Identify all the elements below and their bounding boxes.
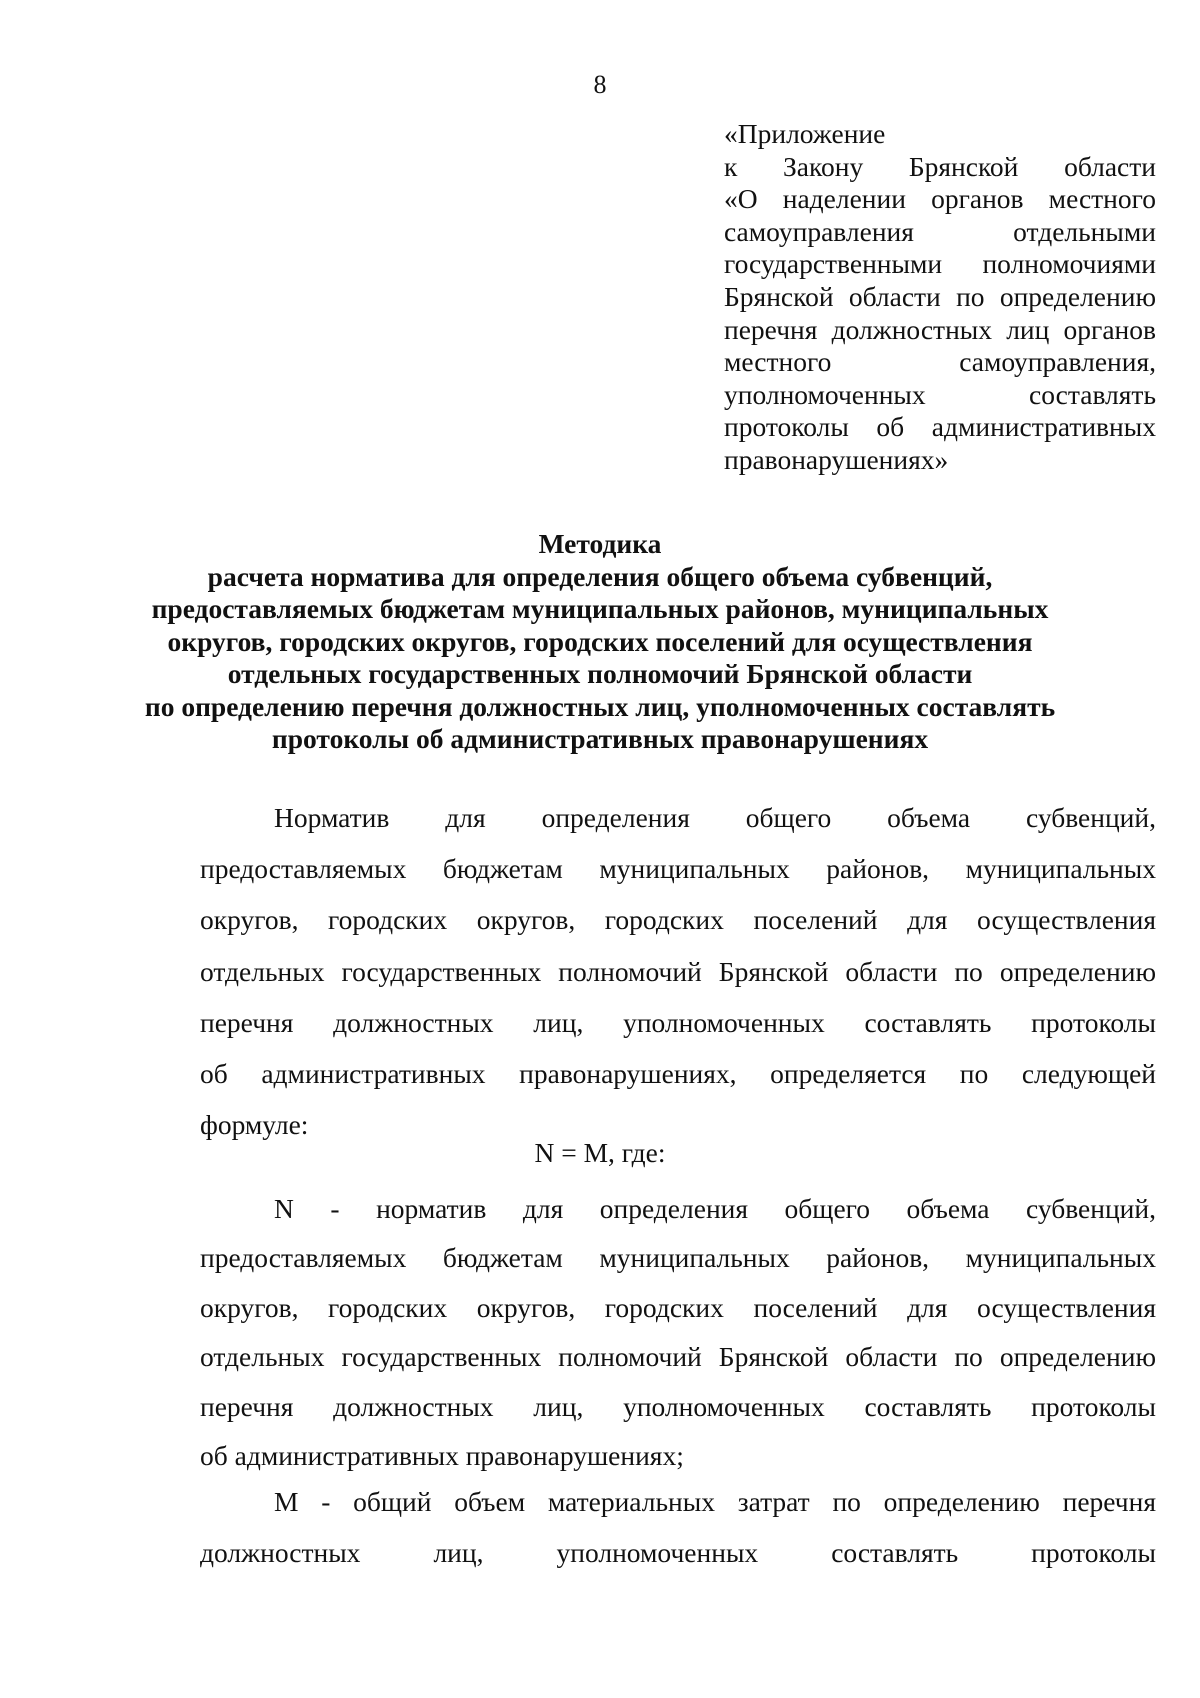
- paragraph-line: формуле:: [200, 1109, 309, 1141]
- title-line: протоколы об административных правонарушениях: [271, 723, 929, 754]
- paragraph-line: Норматив для определения общего объема субвенций,: [274, 802, 1156, 833]
- appendix-line: к Закону Брянской области: [724, 150, 1156, 182]
- page-number: 8: [593, 70, 607, 99]
- paragraph-line: об административных правонарушениях, определяется по следующей: [200, 1058, 1156, 1090]
- paragraph-line: перечня должностных лиц, уполномоченных составлять протоколы: [200, 1006, 1156, 1038]
- paragraph-line: об административных правонарушениях;: [200, 1440, 684, 1472]
- paragraph-line: M - общий объем материальных затрат по определению перечня: [274, 1486, 1156, 1517]
- title-line: округов, городских округов, городских поселений для осуществления: [167, 625, 1033, 657]
- appendix-line: «Приложение: [724, 118, 886, 149]
- title-line: Методика: [538, 528, 662, 559]
- paragraph-line: округов, городских округов, городских поселений для осуществления: [200, 904, 1156, 936]
- appendix-line: правонарушениях»: [724, 443, 949, 475]
- appendix-line: местного самоуправления,: [724, 346, 1156, 378]
- document-title: [0, 528, 1200, 756]
- title-line: предоставляемых бюджетам муниципальных районов, муниципальных: [151, 593, 1049, 624]
- title-line: по определению перечня должностных лиц, уполномоченных составлять: [144, 690, 1056, 722]
- appendix-line: уполномоченных составлять: [724, 378, 1156, 410]
- appendix-line: «О наделении органов местного: [724, 183, 1156, 215]
- appendix-line: самоуправления отдельными: [724, 215, 1156, 247]
- paragraph-n-definition: [200, 1184, 1156, 1480]
- appendix-line: государственными полномочиями: [724, 248, 1156, 280]
- paragraph-line: округов, городских округов, городских поселений для осуществления: [200, 1291, 1156, 1323]
- appendix-line: Брянской области по определению: [724, 280, 1156, 312]
- paragraph-line: N - норматив для определения общего объема субвенций,: [274, 1193, 1156, 1224]
- appendix-line: перечня должностных лиц органов: [724, 313, 1156, 345]
- paragraph-normative: [200, 792, 1156, 1150]
- title-line: расчета норматива для определения общего объема субвенций,: [207, 560, 993, 592]
- formula: N = M, где:: [534, 1137, 666, 1168]
- appendix-reference-block: [724, 118, 1156, 477]
- paragraph-line: перечня должностных лиц, уполномоченных составлять протоколы: [200, 1390, 1156, 1422]
- title-line: отдельных государственных полномочий Брянской области: [227, 658, 973, 689]
- paragraph-line: предоставляемых бюджетам муниципальных районов, муниципальных: [200, 1242, 1156, 1274]
- appendix-line: протоколы об административных: [724, 411, 1156, 443]
- paragraph-m-definition: [200, 1476, 1156, 1578]
- paragraph-line: отдельных государственных полномочий Брянской области по определению: [200, 1341, 1156, 1373]
- paragraph-line: предоставляемых бюджетам муниципальных районов, муниципальных: [200, 853, 1156, 885]
- paragraph-line: должностных лиц, уполномоченных составлять протоколы: [200, 1537, 1156, 1569]
- paragraph-line: отдельных государственных полномочий Брянской области по определению: [200, 955, 1156, 987]
